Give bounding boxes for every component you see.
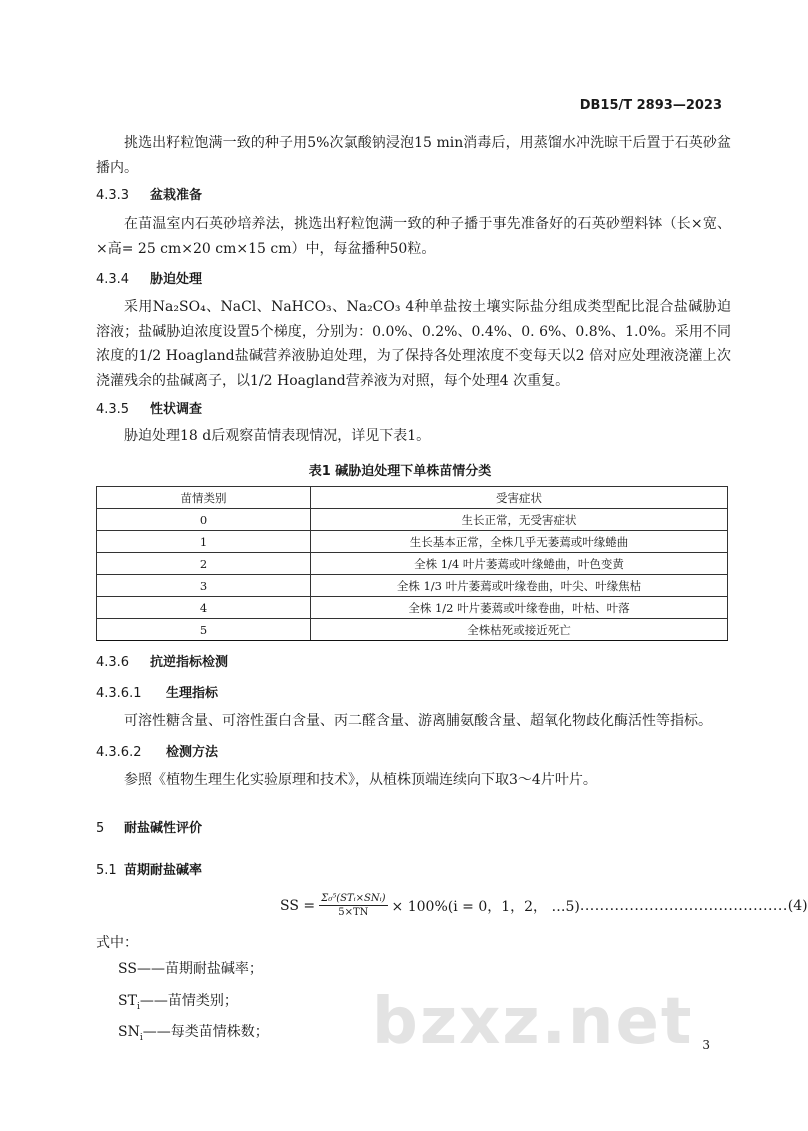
- paragraph-seed-disinfection: 挑选出籽粒饱满一致的种子用5%次氯酸钠浸泡15 min消毒后，用蒸馏水冲洗晾干后置于石英砂盆播内。: [96, 135, 731, 176]
- column-header-grade: 苗情类别: [97, 487, 311, 509]
- section-heading-5-1: [96, 859, 202, 878]
- formula-numerator: Σ₀⁵(STᵢ×SNᵢ): [321, 893, 386, 904]
- paragraph-detection-method: 参照《植物生理生化实验原理和技术》，从植株顶端连续向下取3～4片叶片。: [124, 772, 597, 788]
- section-title: 耐盐碱性评价: [124, 821, 203, 836]
- grade-cell: 0: [97, 509, 311, 531]
- paragraph-physiological-indices: 可溶性糖含量、可溶性蛋白含量、丙二醛含量、游离脯氨酸含量、超氧化物歧化酶活性等指标。: [124, 713, 712, 729]
- section-title: 性状调查: [150, 402, 203, 417]
- paragraph-pot-preparation: 在苗温室内石英砂培养法，挑选出籽粒饱满一致的种子播于事先准备好的石英砂塑料钵（长×宽、×高= 25 cm×20 cm×15 cm）中，每盆播种50粒。: [96, 216, 731, 257]
- definition-symbol: SS: [118, 961, 137, 977]
- symptom-cell: 生长基本正常，全株几乎无萎蔫或叶缘蜷曲: [311, 531, 728, 553]
- grade-cell: 4: [97, 597, 311, 619]
- where-label: 式中：: [96, 935, 138, 951]
- section-number: 5.1: [96, 863, 117, 878]
- table-row: [97, 619, 728, 641]
- section-heading-5: [96, 817, 202, 836]
- section-title: 胁迫处理: [150, 272, 203, 287]
- section-number: 5: [96, 821, 105, 836]
- symptom-cell: 全株 1/4 叶片萎蔫或叶缘蜷曲，叶色变黄: [311, 553, 728, 575]
- section-heading-4-3-3: [96, 184, 202, 203]
- paragraph-trait-observation: 胁迫处理18 d后观察苗情表现情况，详见下表1。: [124, 428, 431, 444]
- formula-fraction: [319, 893, 387, 918]
- section-heading-4-3-6-2: [96, 741, 218, 760]
- watermark: bzxz.net: [372, 985, 694, 1059]
- column-header-symptoms: 受害症状: [311, 487, 728, 509]
- grade-cell: 3: [97, 575, 311, 597]
- formula-4: [280, 893, 808, 918]
- grade-cell: 5: [97, 619, 311, 641]
- table-caption: 表1 碱胁迫处理下单株苗情分类: [308, 464, 492, 479]
- definition-st: [118, 990, 238, 1012]
- grade-cell: 2: [97, 553, 311, 575]
- paragraph-stress-treatment: 采用Na₂SO₄、NaCl、NaHCO₃、Na₂CO₃ 4种单盐按土壤实际盐分组成类型配比混合盐碱胁迫溶液；盐碱胁迫浓度设置5个梯度，分别为：0.0%、0.2%、0.4%、0. 6%、0.8%、1.0%。采用不同浓度的1/2 Hoagland盐碱营养液胁迫处理，为了保持各处理浓度不变每天以2 倍对应处理液浇灌上次浇灌残余的盐碱离子，以1/2 Hoagland营养液为对照，每个处理4 次重复。: [96, 299, 731, 389]
- table-row: [97, 509, 728, 531]
- section-heading-4-3-6: [96, 651, 228, 670]
- section-title: 生理指标: [166, 686, 219, 701]
- section-title: 苗期耐盐碱率: [124, 863, 203, 878]
- definition-symbol: ST: [118, 993, 137, 1009]
- symptom-cell: 全株枯死或接近死亡: [311, 619, 728, 641]
- definition-ss: [118, 958, 263, 978]
- section-title: 抗逆指标检测: [150, 655, 229, 670]
- grade-cell: 1: [97, 531, 311, 553]
- section-heading-4-3-4: [96, 268, 202, 287]
- section-title: 盆栽准备: [150, 188, 203, 203]
- definition-subscript: i: [139, 1032, 143, 1043]
- definition-sn: [118, 1021, 269, 1043]
- section-number: 4.3.4: [96, 272, 130, 287]
- section-number: 4.3.5: [96, 402, 130, 417]
- section-number: 4.3.6.2: [96, 745, 142, 760]
- symptom-cell: 生长正常，无受害症状: [311, 509, 728, 531]
- formula-leader-dots: ..........................................: [579, 897, 788, 914]
- table-row: [97, 575, 728, 597]
- section-number: 4.3.6.1: [96, 686, 142, 701]
- formula-lhs: SS =: [280, 897, 316, 914]
- section-heading-4-3-5: [96, 398, 202, 417]
- table-row: [97, 597, 728, 619]
- symptom-cell: 全株 1/3 叶片萎蔫或叶缘卷曲，叶尖、叶缘焦枯: [311, 575, 728, 597]
- table-header-row: [97, 487, 728, 509]
- section-number: 4.3.3: [96, 188, 130, 203]
- definition-desc: ——苗情类别；: [139, 993, 238, 1009]
- definition-desc: ——每类苗情株数；: [142, 1024, 269, 1040]
- definition-desc: ——苗期耐盐碱率；: [136, 961, 263, 977]
- page-number: 3: [702, 1038, 710, 1052]
- formula-denominator: 5×TN: [338, 907, 369, 918]
- table-row: [97, 553, 728, 575]
- formula-equation-number: (4): [787, 897, 808, 914]
- table-row: [97, 531, 728, 553]
- formula-rhs: × 100%(i = 0，1，2， …5): [391, 898, 580, 915]
- symptom-cell: 全株 1/2 叶片萎蔫或叶缘卷曲，叶枯、叶落: [311, 597, 728, 619]
- definition-symbol: SN: [118, 1024, 140, 1040]
- standard-code: DB15/T 2893—2023: [579, 98, 722, 113]
- definition-subscript: i: [136, 1001, 140, 1012]
- section-title: 检测方法: [166, 745, 219, 760]
- section-number: 4.3.6: [96, 655, 130, 670]
- section-heading-4-3-6-1: [96, 682, 218, 701]
- seedling-grade-table: [96, 486, 728, 641]
